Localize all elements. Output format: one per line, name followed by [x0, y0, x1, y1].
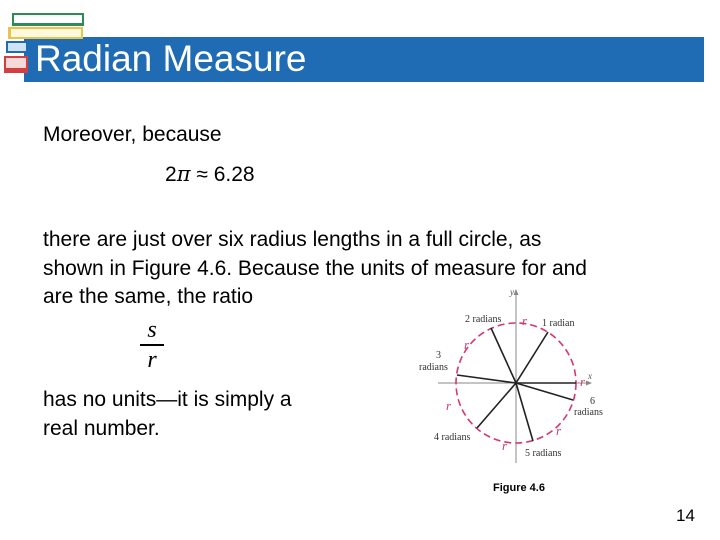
- r-label-4: r: [446, 398, 452, 413]
- x-axis-arrow: [586, 381, 592, 386]
- formula-approx: ≈: [196, 163, 208, 186]
- label-6-number: 6: [590, 396, 595, 407]
- r-label-2: r: [522, 313, 528, 328]
- formula-pi: π: [176, 162, 191, 186]
- y-axis-label: y: [510, 287, 514, 297]
- paragraph-line-2: shown in Figure 4.6. Because the units of measure for and: [43, 257, 587, 280]
- r-label-1: r: [580, 374, 586, 389]
- paragraph-line-1: there are just over six radius lengths in a full circle, as: [43, 228, 542, 251]
- label-6-radians: radians: [574, 407, 603, 418]
- y-axis-arrow: [514, 289, 519, 295]
- figure-caption: Figure 4.6: [493, 482, 545, 494]
- radius-1: [516, 332, 548, 383]
- fraction-numerator: s: [147, 317, 157, 343]
- label-2-radians: 2 radians: [465, 314, 502, 325]
- label-1-radian: 1 radian: [542, 318, 575, 329]
- intro-text: Moreover, because: [43, 123, 222, 146]
- closing-line-1: has no units—it is simply a: [43, 388, 292, 411]
- radian-figure: [418, 285, 603, 465]
- radius-3: [457, 375, 516, 383]
- label-5-radians: 5 radians: [525, 448, 562, 459]
- label-3-number: 3: [436, 350, 441, 361]
- formula-value: 6.28: [213, 163, 255, 186]
- formula: [165, 161, 255, 188]
- fraction-bar: [140, 344, 164, 346]
- book-lower: [6, 41, 28, 53]
- radius-2: [491, 328, 516, 383]
- paragraph-line-3: are the same, the ratio: [43, 285, 254, 308]
- page-number: 14: [676, 506, 695, 525]
- slide-title: Radian Measure: [35, 38, 307, 79]
- label-3-radians: radians: [419, 362, 448, 373]
- ratio-fraction: [140, 318, 164, 372]
- r-label-6: r: [556, 423, 562, 438]
- formula-number: 2: [165, 163, 177, 186]
- radius-6: [516, 383, 573, 400]
- label-4-radians: 4 radians: [434, 432, 471, 443]
- r-label-5: r: [502, 438, 508, 453]
- book-top: [12, 13, 84, 26]
- closing-line-2: real number.: [43, 417, 160, 440]
- x-axis-label: x: [588, 371, 592, 381]
- radius-5: [516, 383, 533, 441]
- r-label-3: r: [464, 337, 470, 352]
- book-bottom: [4, 56, 28, 73]
- fraction-denominator: r: [147, 347, 157, 373]
- radius-4: [477, 383, 516, 428]
